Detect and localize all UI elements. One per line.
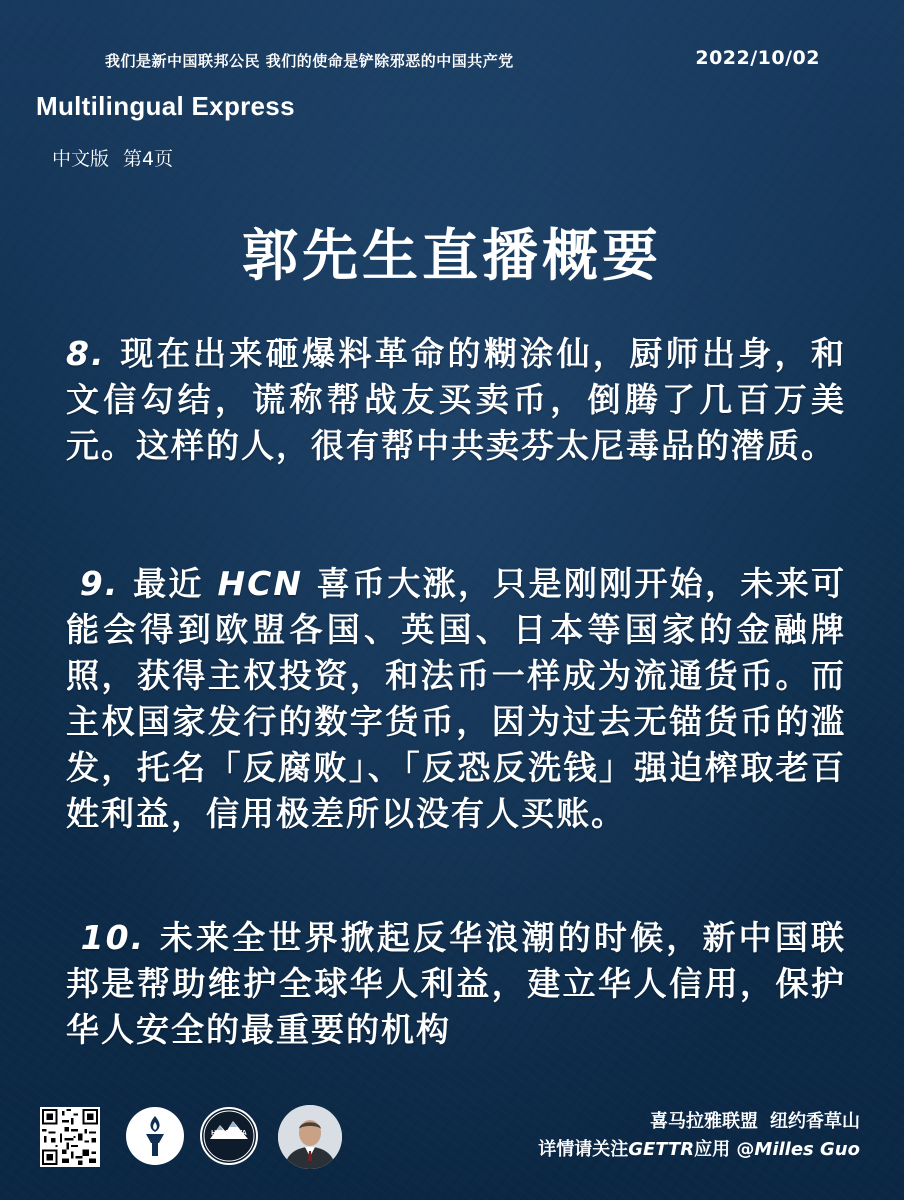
header-slogan: 我们是新中国联邦公民 我们的使命是铲除邪恶的中国共产党: [105, 52, 514, 70]
org-himalaya-alliance: 喜马拉雅联盟: [650, 1111, 758, 1132]
org-ny-hill: 纽约香草山: [770, 1111, 860, 1132]
page-number: 第4页: [123, 148, 174, 170]
follow-handle: Milles Guo: [754, 1139, 860, 1160]
footer-info: [538, 1108, 860, 1164]
page-title: 郭先生直播概要: [242, 224, 662, 289]
masthead: Multilingual Express: [36, 91, 295, 121]
header-date: 2022/10/02: [695, 47, 820, 69]
item-text: 未来全世界掀起反华浪潮的时候，新中国联邦是帮助维护全球华人利益，建立华人信用，保护华人安全的最重要的机构: [66, 918, 846, 1049]
item-number: 8.: [66, 334, 106, 373]
summary-item-9: [66, 561, 846, 837]
follow-prefix: 详情请关注: [538, 1139, 629, 1160]
summary-item-10: [66, 915, 846, 1053]
himalaya-logo-label: HIMALAYA: [211, 1130, 247, 1137]
item-number: 10.: [80, 918, 146, 957]
edition-label: 中文版: [52, 148, 110, 170]
footer-follow[interactable]: [538, 1136, 860, 1164]
qr-code-icon[interactable]: [40, 1107, 100, 1167]
himalaya-logo-icon: [200, 1107, 258, 1165]
item-number: 9.: [79, 564, 120, 603]
item-text-before: 最近: [133, 564, 204, 603]
edition-line: [52, 144, 173, 171]
item-text: 现在出来砸爆料革命的糊涂仙，厨师出身，和文信勾结，谎称帮战友买卖币，倒腾了几百万美元。这样的人，很有帮中共卖芬太尼毒品的潜质。: [66, 334, 846, 465]
torch-logo-icon: [126, 1107, 184, 1165]
follow-app: GETTR: [628, 1139, 695, 1160]
summary-item-8: [66, 331, 846, 469]
item-text-after: 喜币大涨，只是刚刚开始，未来可能会得到欧盟各国、英国、日本等国家的金融牌照，获得主权投资，和法币一样成为流通货币。而主权国家发行的数字货币，因为过去无锚货币的滥发，托名「反腐败」、「反恐反洗钱」强迫榨取老百姓利益，信用极差所以没有人买账。: [66, 564, 846, 833]
footer-orgs: [538, 1108, 860, 1136]
follow-suffix: 应用 @: [694, 1139, 755, 1160]
portrait-avatar: [278, 1105, 342, 1169]
item-highlight: HCN: [217, 564, 303, 603]
